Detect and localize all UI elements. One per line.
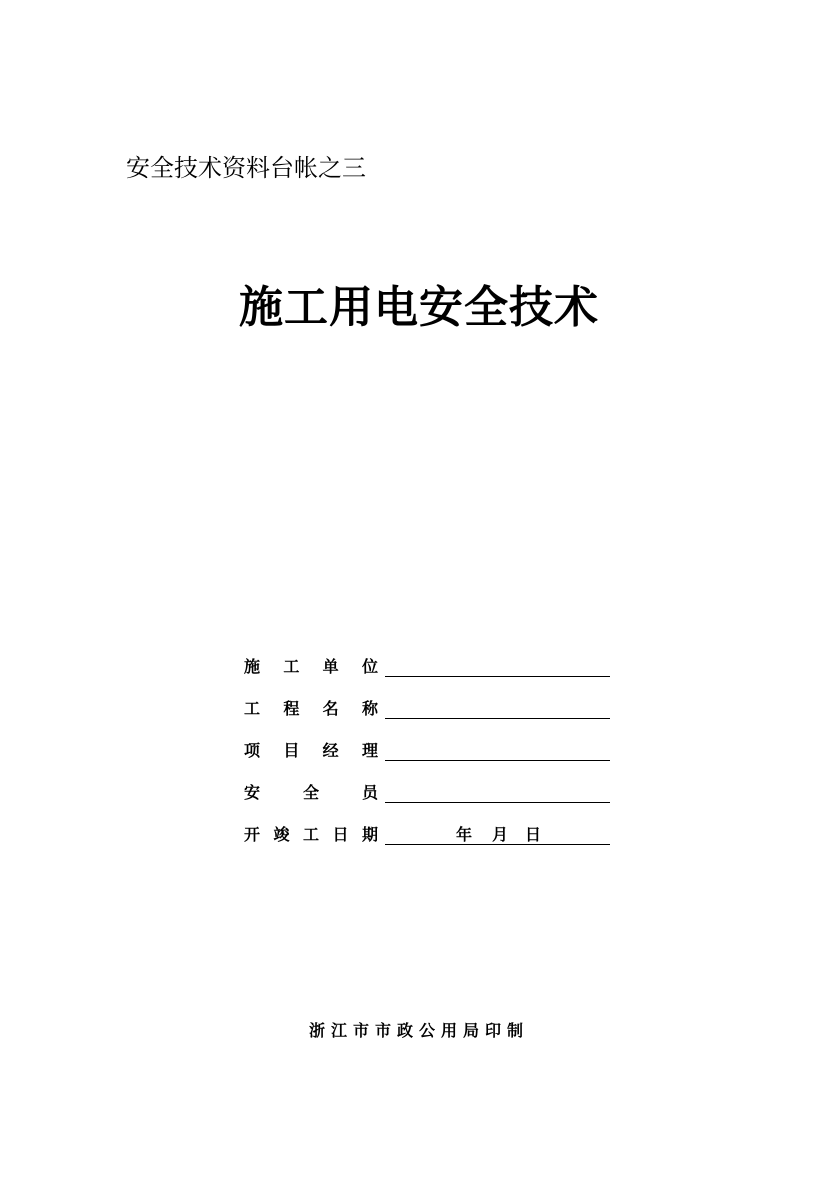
- date-unit-day: 日: [525, 825, 542, 844]
- field-label: 开 竣 工 日 期: [244, 825, 378, 844]
- field-start-completion-date: [244, 820, 614, 862]
- fill-in-line[interactable]: [385, 760, 610, 761]
- field-project-manager: [244, 736, 614, 778]
- field-project-name: [244, 694, 614, 736]
- field-label: 项 目 经 理: [244, 741, 378, 760]
- date-unit-year: 年: [456, 825, 473, 844]
- field-label: 安 全 员: [244, 783, 378, 802]
- publisher-line: 浙江市市政公用局印制: [308, 1021, 529, 1040]
- series-label: 安全技术资料台帐之三: [126, 154, 366, 182]
- field-label: 工 程 名 称: [244, 699, 378, 718]
- cover-info-form: [244, 652, 614, 862]
- date-units: [385, 824, 610, 846]
- document-title: 施工用电安全技术: [239, 282, 599, 333]
- fill-in-line[interactable]: [385, 802, 610, 803]
- fill-in-line[interactable]: [385, 676, 610, 677]
- field-construction-unit: [244, 652, 614, 694]
- field-safety-officer: [244, 778, 614, 820]
- date-unit-month: 月: [492, 825, 509, 844]
- fill-in-line[interactable]: [385, 718, 610, 719]
- field-label: 施 工 单 位: [244, 657, 378, 676]
